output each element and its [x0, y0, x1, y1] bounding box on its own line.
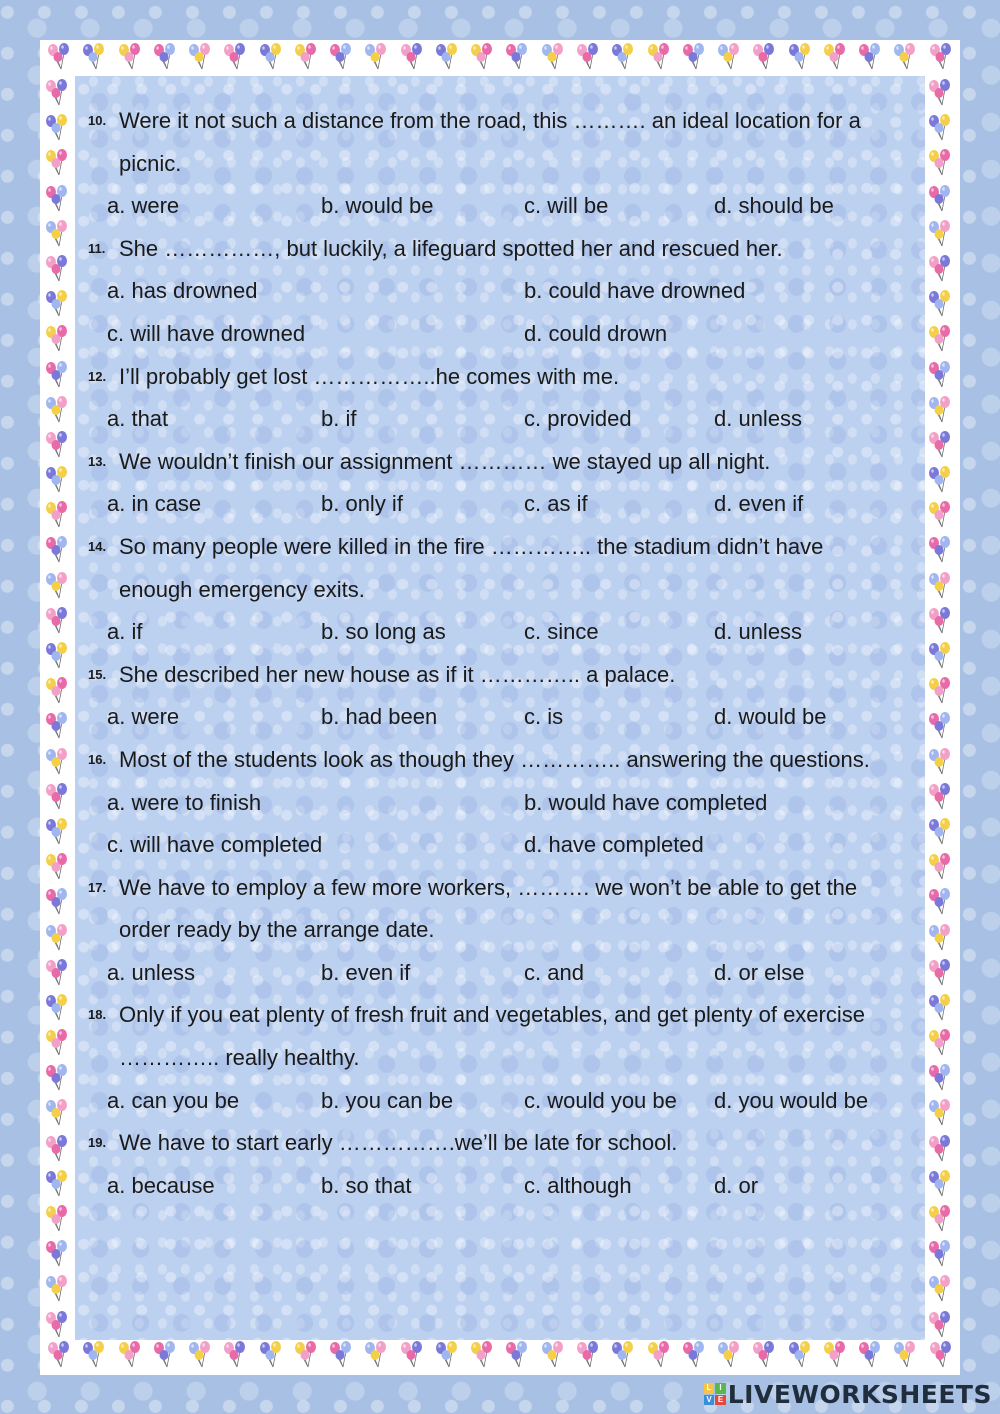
answer-option[interactable]: a. if	[107, 619, 143, 645]
question-text: Most of the students look as though they ………….. answering the questions.	[119, 746, 870, 772]
options-row	[88, 696, 928, 739]
answer-option[interactable]: a. that	[107, 406, 169, 432]
options-row	[88, 952, 928, 995]
balloon-bunch-icon	[925, 289, 955, 319]
question-item	[88, 356, 928, 441]
options-row	[88, 782, 928, 825]
balloon-bunch-icon	[42, 254, 72, 284]
balloon-bunch-icon	[925, 676, 955, 706]
question-item	[88, 654, 928, 739]
question-text: She ……………, but luckily, a lifeguard spotted her and rescued her.	[119, 235, 783, 261]
balloon-bunch-icon	[42, 641, 72, 671]
balloon-bunch-icon	[42, 535, 72, 565]
balloon-bunch-icon	[397, 1340, 427, 1370]
balloon-bunch-icon	[44, 1340, 74, 1370]
balloon-bunch-icon	[925, 1204, 955, 1234]
balloon-bunch-icon	[925, 1239, 955, 1269]
balloon-bunch-icon	[42, 747, 72, 777]
balloon-bunch-icon	[42, 711, 72, 741]
balloon-bunch-icon	[538, 42, 568, 72]
question-text: ………….. really healthy.	[119, 1045, 360, 1071]
balloon-bunch-icon	[925, 1169, 955, 1199]
balloon-bunch-icon	[42, 817, 72, 847]
balloon-bunch-icon	[925, 852, 955, 882]
balloon-bunch-icon	[925, 887, 955, 917]
answer-option[interactable]: d. even if	[714, 491, 804, 517]
answer-option[interactable]: b. you can be	[321, 1087, 454, 1113]
balloon-bunch-icon	[42, 500, 72, 530]
balloon-bunch-icon	[925, 219, 955, 249]
balloon-bunch-icon	[42, 148, 72, 178]
balloon-bunch-icon	[925, 606, 955, 636]
balloon-bunch-icon	[608, 42, 638, 72]
answer-option[interactable]: c. would you be	[524, 1087, 677, 1113]
balloon-bunch-icon	[644, 1340, 674, 1370]
balloon-bunch-icon	[256, 1340, 286, 1370]
balloon-bunch-icon	[714, 42, 744, 72]
balloon-bunch-icon	[44, 42, 74, 72]
balloon-bunch-icon	[361, 1340, 391, 1370]
question-line	[88, 100, 928, 143]
question-line	[88, 228, 928, 271]
balloon-bunch-icon	[679, 42, 709, 72]
balloon-bunch-icon	[749, 1340, 779, 1370]
question-text: We have to employ a few more workers, ………. we won’t be able to get the	[119, 874, 858, 900]
balloon-bunch-icon	[42, 1134, 72, 1164]
balloon-bunch-icon	[925, 1274, 955, 1304]
answer-option[interactable]: b. could have drowned	[524, 278, 746, 304]
question-number: 19.	[88, 1135, 107, 1151]
balloon-bunch-icon	[42, 465, 72, 495]
answer-option[interactable]: b. so long as	[321, 619, 446, 645]
answer-option[interactable]: d. or else	[714, 959, 805, 985]
balloon-bunch-icon	[925, 1134, 955, 1164]
balloon-bunch-icon	[42, 324, 72, 354]
balloon-bunch-icon	[925, 500, 955, 530]
answer-option[interactable]: b. so that	[321, 1172, 412, 1198]
balloon-bunch-icon	[644, 42, 674, 72]
balloon-bunch-icon	[785, 42, 815, 72]
balloon-bunch-icon	[256, 42, 286, 72]
options-row	[88, 398, 928, 441]
balloon-bunch-icon	[679, 1340, 709, 1370]
balloon-bunch-icon	[502, 1340, 532, 1370]
options-row	[88, 313, 928, 356]
balloon-bunch-icon	[150, 42, 180, 72]
answer-option[interactable]: a. were to finish	[107, 789, 262, 815]
logo-square: E	[715, 1395, 726, 1406]
question-text: I’ll probably get lost ……………..he comes with me.	[119, 363, 620, 389]
balloon-bunch-icon	[573, 42, 603, 72]
balloon-border-right	[925, 78, 959, 1340]
answer-option[interactable]: a. has drowned	[107, 278, 258, 304]
answer-option[interactable]: b. had been	[321, 704, 438, 730]
balloon-bunch-icon	[925, 254, 955, 284]
balloon-bunch-icon	[42, 360, 72, 390]
answer-option[interactable]: a. can you be	[107, 1087, 240, 1113]
balloon-bunch-icon	[291, 42, 321, 72]
question-number: 13.	[88, 453, 107, 469]
answer-option[interactable]: b. would have completed	[524, 789, 768, 815]
question-text: Were it not such a distance from the road, this ………. an ideal location for a	[119, 108, 861, 133]
balloon-bunch-icon	[42, 993, 72, 1023]
question-number: 16.	[88, 751, 107, 767]
balloon-bunch-icon	[42, 1028, 72, 1058]
liveworksheets-watermark	[704, 1378, 992, 1410]
options-row	[88, 1080, 928, 1123]
logo-square: L	[704, 1383, 715, 1394]
balloon-bunch-icon	[42, 958, 72, 988]
balloon-bunch-icon	[925, 817, 955, 847]
balloon-bunch-icon	[925, 711, 955, 741]
answer-option[interactable]: d. have completed	[524, 832, 704, 858]
balloon-bunch-icon	[291, 1340, 321, 1370]
answer-option[interactable]: d. could drown	[524, 320, 668, 346]
balloon-bunch-icon	[42, 887, 72, 917]
answer-option[interactable]: c. is	[524, 704, 564, 730]
answer-option[interactable]: c. will have completed	[107, 832, 323, 858]
question-line	[88, 1037, 928, 1080]
balloon-bunch-icon	[42, 1310, 72, 1340]
question-item	[88, 441, 928, 526]
balloon-bunch-icon	[42, 78, 72, 108]
balloon-bunch-icon	[925, 747, 955, 777]
question-item	[88, 739, 928, 867]
balloon-bunch-icon	[749, 42, 779, 72]
balloon-bunch-icon	[42, 1239, 72, 1269]
balloon-bunch-icon	[925, 113, 955, 143]
balloon-border-left	[42, 78, 76, 1340]
answer-option[interactable]: a. were	[107, 193, 180, 219]
balloon-bunch-icon	[925, 571, 955, 601]
balloon-bunch-icon	[925, 923, 955, 953]
balloon-bunch-icon	[467, 42, 497, 72]
balloon-bunch-icon	[925, 465, 955, 495]
answer-option[interactable]: c. since	[524, 619, 599, 645]
question-text: We have to start early …………….we’ll be late for school.	[119, 1130, 678, 1156]
balloon-bunch-icon	[538, 1340, 568, 1370]
balloon-bunch-icon	[220, 42, 250, 72]
question-item	[88, 526, 928, 654]
balloon-bunch-icon	[42, 676, 72, 706]
balloon-bunch-icon	[608, 1340, 638, 1370]
balloon-bunch-icon	[925, 78, 955, 108]
question-text: She described her new house as if it ………….. a palace.	[119, 661, 676, 687]
answer-option[interactable]: d. you would be	[714, 1087, 869, 1113]
balloon-border-top	[44, 42, 956, 76]
answer-option[interactable]: b. if	[321, 406, 357, 432]
balloon-bunch-icon	[42, 782, 72, 812]
options-row	[88, 611, 928, 654]
question-number: 11.	[88, 240, 106, 256]
balloon-bunch-icon	[925, 1310, 955, 1340]
liveworksheets-logo-icon	[704, 1383, 726, 1405]
balloon-bunch-icon	[397, 42, 427, 72]
options-row	[88, 1165, 928, 1208]
balloon-bunch-icon	[42, 571, 72, 601]
balloon-bunch-icon	[185, 42, 215, 72]
answer-option[interactable]: c. although	[524, 1172, 632, 1198]
balloon-bunch-icon	[432, 42, 462, 72]
balloon-bunch-icon	[150, 1340, 180, 1370]
balloon-bunch-icon	[926, 1340, 956, 1370]
balloon-bunch-icon	[925, 1028, 955, 1058]
question-line	[88, 739, 928, 782]
balloon-bunch-icon	[502, 42, 532, 72]
balloon-bunch-icon	[925, 324, 955, 354]
question-line	[88, 143, 928, 186]
options-row	[88, 185, 928, 228]
logo-square: V	[704, 1395, 715, 1406]
balloon-bunch-icon	[42, 219, 72, 249]
balloon-bunch-icon	[820, 1340, 850, 1370]
balloon-bunch-icon	[115, 1340, 145, 1370]
balloon-bunch-icon	[326, 1340, 356, 1370]
answer-option[interactable]: d. unless	[714, 406, 803, 432]
balloon-bunch-icon	[220, 1340, 250, 1370]
options-row	[88, 824, 928, 867]
answer-option[interactable]: a. in case	[107, 491, 202, 517]
answer-option[interactable]: c. and	[524, 959, 584, 985]
balloon-bunch-icon	[42, 1169, 72, 1199]
answer-option[interactable]: b. would be	[321, 193, 434, 219]
answer-option[interactable]: a. unless	[107, 959, 196, 985]
question-list	[88, 100, 928, 1207]
answer-option[interactable]: c. provided	[524, 406, 632, 432]
question-number: 18.	[88, 1007, 107, 1023]
question-text: We wouldn’t finish our assignment ………… we stayed up all night.	[119, 448, 771, 474]
balloon-bunch-icon	[115, 42, 145, 72]
balloon-bunch-icon	[925, 641, 955, 671]
options-row	[88, 270, 928, 313]
question-item	[88, 100, 928, 228]
balloon-bunch-icon	[714, 1340, 744, 1370]
balloon-bunch-icon	[326, 42, 356, 72]
options-row	[88, 483, 928, 526]
watermark-text: LIVEWORKSHEETS	[727, 1379, 992, 1409]
question-line	[88, 994, 928, 1037]
balloon-bunch-icon	[467, 1340, 497, 1370]
balloon-bunch-icon	[432, 1340, 462, 1370]
balloon-bunch-icon	[42, 113, 72, 143]
balloon-bunch-icon	[925, 782, 955, 812]
balloon-bunch-icon	[785, 1340, 815, 1370]
balloon-bunch-icon	[573, 1340, 603, 1370]
question-line	[88, 441, 928, 484]
answer-option[interactable]: c. as if	[524, 491, 588, 517]
answer-option[interactable]: a. because	[107, 1172, 215, 1198]
question-number: 17.	[88, 879, 107, 895]
balloon-bunch-icon	[42, 1098, 72, 1128]
balloon-bunch-icon	[925, 535, 955, 565]
question-line	[88, 1122, 928, 1165]
balloon-bunch-icon	[925, 148, 955, 178]
balloon-bunch-icon	[925, 958, 955, 988]
answer-option[interactable]: d. should be	[714, 193, 834, 219]
question-number: 15.	[88, 666, 107, 682]
question-line	[88, 867, 928, 910]
balloon-bunch-icon	[855, 1340, 885, 1370]
question-number: 14.	[88, 538, 107, 554]
answer-option[interactable]: d. or	[714, 1172, 759, 1198]
balloon-bunch-icon	[42, 1204, 72, 1234]
balloon-bunch-icon	[42, 852, 72, 882]
answer-option[interactable]: b. only if	[321, 491, 403, 517]
answer-option[interactable]: c. will be	[524, 193, 609, 219]
balloon-bunch-icon	[925, 1098, 955, 1128]
balloon-bunch-icon	[42, 289, 72, 319]
balloon-bunch-icon	[925, 993, 955, 1023]
question-line	[88, 356, 928, 399]
balloon-bunch-icon	[890, 1340, 920, 1370]
balloon-bunch-icon	[42, 1063, 72, 1093]
balloon-bunch-icon	[925, 395, 955, 425]
question-item	[88, 228, 928, 356]
answer-option[interactable]: a. were	[107, 704, 180, 730]
question-text: Only if you eat plenty of fresh fruit and vegetables, and get plenty of exercise	[119, 1002, 865, 1028]
balloon-bunch-icon	[925, 360, 955, 390]
balloon-bunch-icon	[820, 42, 850, 72]
question-text: picnic.	[119, 150, 182, 176]
question-item	[88, 994, 928, 1122]
question-number: 12.	[88, 368, 107, 384]
balloon-bunch-icon	[855, 42, 885, 72]
question-number: 10.	[88, 113, 107, 128]
balloon-bunch-icon	[79, 1340, 109, 1370]
question-text: So many people were killed in the fire ………….. the stadium didn’t have	[119, 533, 824, 559]
balloon-bunch-icon	[361, 42, 391, 72]
balloon-bunch-icon	[42, 1274, 72, 1304]
balloon-bunch-icon	[42, 184, 72, 214]
balloon-bunch-icon	[42, 430, 72, 460]
balloon-bunch-icon	[42, 923, 72, 953]
answer-option[interactable]: b. even if	[321, 959, 411, 985]
question-text: enough emergency exits.	[119, 576, 365, 602]
balloon-bunch-icon	[79, 42, 109, 72]
answer-option[interactable]: d. would be	[714, 704, 827, 730]
question-line	[88, 654, 928, 697]
question-text: order ready by the arrange date.	[119, 917, 435, 943]
answer-option[interactable]: c. will have drowned	[107, 320, 306, 346]
question-line	[88, 569, 928, 612]
balloon-border-bottom	[44, 1340, 956, 1374]
balloon-bunch-icon	[890, 42, 920, 72]
answer-option[interactable]: d. unless	[714, 619, 803, 645]
logo-square: I	[715, 1383, 726, 1394]
question-item	[88, 867, 928, 995]
balloon-bunch-icon	[185, 1340, 215, 1370]
question-line	[88, 909, 928, 952]
balloon-bunch-icon	[925, 184, 955, 214]
balloon-bunch-icon	[42, 606, 72, 636]
question-line	[88, 526, 928, 569]
question-item	[88, 1122, 928, 1207]
balloon-bunch-icon	[926, 42, 956, 72]
balloon-bunch-icon	[925, 1063, 955, 1093]
balloon-bunch-icon	[925, 430, 955, 460]
balloon-bunch-icon	[42, 395, 72, 425]
